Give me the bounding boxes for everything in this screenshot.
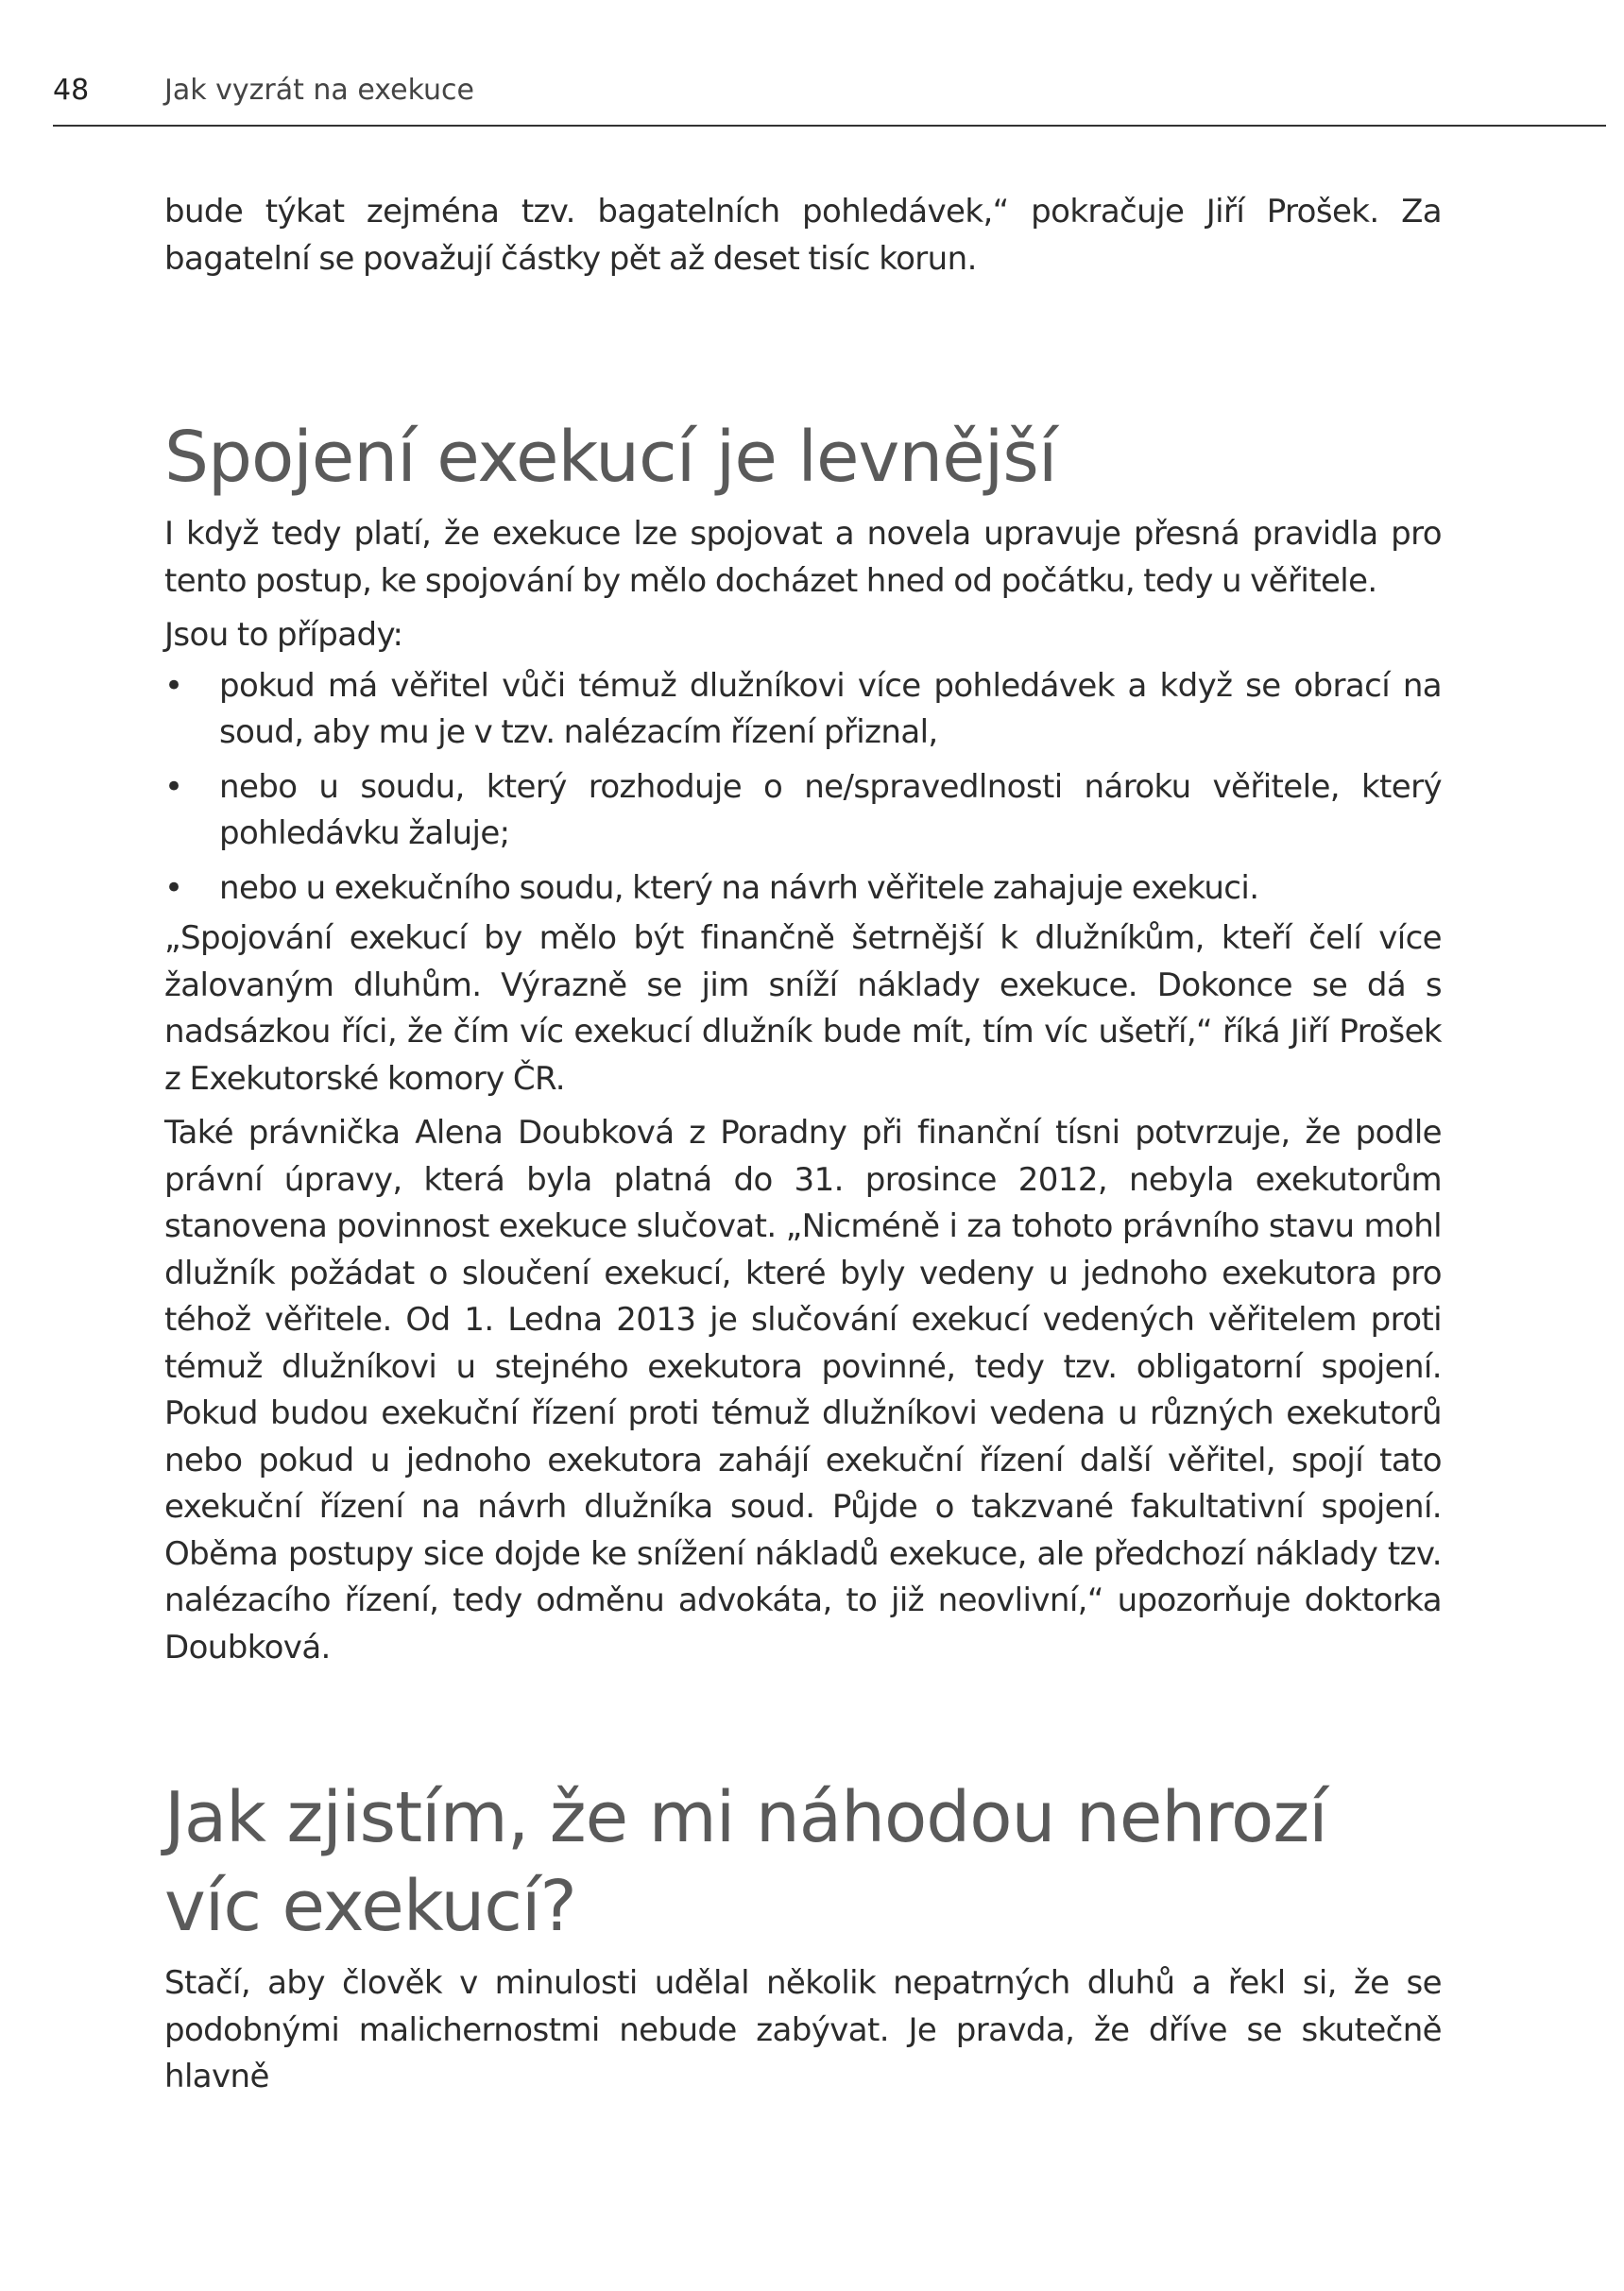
paragraph: Také právnička Alena Doubková z Poradny při finanční tísni potvrzuje, že podle právní úpravy, která byla platná do 31. prosince 2012, nebyla exekutorům stanovena povinnost exekuce slučovat. „Nicméně i za tohoto právního stavu mohl dlužník požádat o sloučení exekucí, které byly vedeny u jednoho exekutora pro téhož věřitele. Od 1. Ledna 2013 je slučování exekucí vedených věřitelem proti témuž dlužníkovi u stejného exekutora povinné, tedy tzv. obligatorní spojení. Pokud budou exekuční řízení proti témuž dlužníkovi vedena u různých exekutorů nebo pokud u jednoho exekutora zahájí exekuční řízení další věřitel, spojí tato exekuční řízení na návrh dlužníka soud. Půjde o takzvané fakultativní spojení. Oběma postupy sice dojde ke snížení nákladů exekuce, ale předchozí náklady tzv. nalézacího řízení, tedy odměnu advokáta, to již neovlivní,“ upozorňuje doktorka Doubková.	[164, 1114, 1442, 1667]
intro-paragraph: bude týkat zejména tzv. bagatelních pohledávek,“ pokračuje Jiří Prošek. Za bagatelní se považují částky pět až deset tisíc korun.	[164, 193, 1442, 278]
bullet-dot: •	[164, 666, 183, 705]
bullet-text: nebo u soudu, který rozhoduje o ne/spravedlnosti nároku věřitele, který pohledávku žaluje;	[219, 767, 1442, 852]
bullet-dot: •	[164, 767, 183, 806]
section-heading-jak-zjistim	[164, 1773, 1442, 1951]
bullet-list	[164, 663, 1442, 913]
section-heading-spojeni: Spojení exekucí je levnější	[164, 417, 1057, 498]
paragraph: Stačí, aby člověk v minulosti udělal několik nepatrných dluhů a řekl si, že se podobnými malichernostmi nebude zabývat. Je pravda, že dříve se skutečně hlavně	[164, 1964, 1442, 2095]
paragraph: Jsou to případy:	[164, 616, 403, 654]
page-number: 48	[53, 74, 90, 107]
book-title: Jak vyzrát na exekuce	[164, 74, 474, 107]
bullet-item	[164, 764, 1442, 858]
bullet-dot: •	[164, 868, 183, 907]
paragraph: I když tedy platí, že exekuce lze spojovat a novela upravuje přesná pravidla pro tento postup, ke spojování by mělo docházet hned od počátku, tedy u věřitele.	[164, 515, 1442, 600]
bullet-text: pokud má věřitel vůči témuž dlužníkovi více pohledávek a když se obrací na soud, aby mu je v tzv. nalézacím řízení přiznal,	[219, 666, 1442, 751]
running-header	[53, 72, 1606, 127]
paragraph: „Spojování exekucí by mělo být finančně šetrnější k dlužníkům, kteří čelí více žalovaným dluhům. Výrazně se jim sníží náklady exekuce. Dokonce se dá s nadsázkou říci, že čím víc exekucí dlužník bude mít, tím víc ušetří,“ říká Jiří Prošek z Exekutorské komory ČR.	[164, 919, 1442, 1098]
heading-line: víc exekucí?	[164, 1866, 576, 1947]
heading-line: Jak zjistím, že mi náhodou nehrozí	[164, 1777, 1327, 1858]
page-body	[164, 189, 1442, 2101]
bullet-item	[164, 865, 1442, 913]
bullet-text: nebo u exekučního soudu, který na návrh věřitele zahajuje exekuci.	[219, 868, 1259, 907]
bullet-item	[164, 663, 1442, 757]
